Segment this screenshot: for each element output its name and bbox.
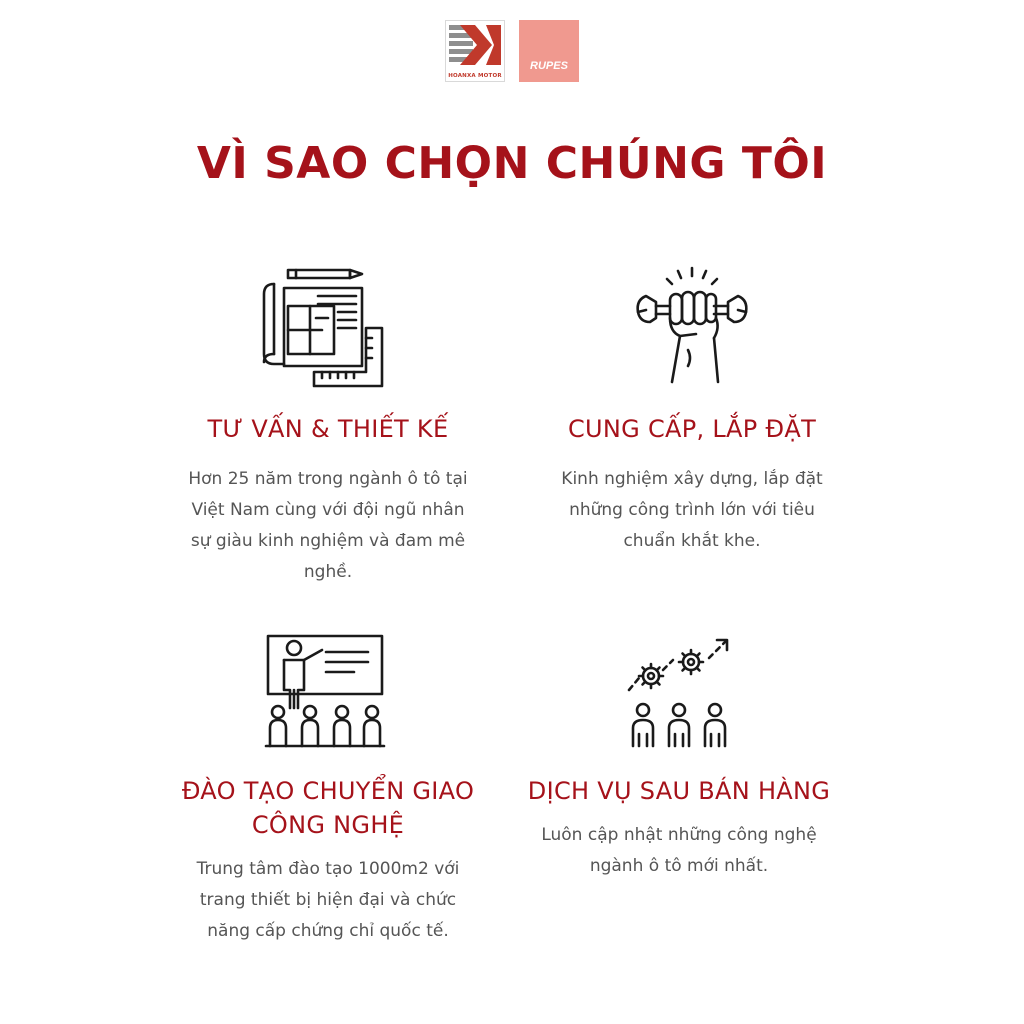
feature-card-installation (502, 262, 882, 557)
desc-line: Luôn cập nhật những công nghệ (541, 825, 817, 845)
feature-heading: DỊCH VỤ SAU BÁN HÀNG (527, 777, 831, 805)
desc-line: sự giàu kinh nghiệm và đam mê (190, 531, 466, 551)
feature-heading (138, 774, 518, 842)
page-title: VÌ SAO CHỌN CHÚNG TÔI (196, 138, 828, 189)
feature-description (138, 854, 518, 947)
hoanxa-logo-mark-icon (446, 21, 504, 71)
training-presentation-icon (258, 628, 398, 756)
feature-card-training (138, 628, 518, 947)
heading-line: CÔNG NGHỆ (251, 811, 405, 839)
hoanxa-motor-logo (445, 20, 505, 82)
desc-line: ngành ô tô mới nhất. (589, 856, 769, 876)
feature-description (502, 464, 882, 557)
team-gears-icon (609, 628, 749, 756)
desc-line: nghề. (303, 562, 353, 582)
desc-line: Trung tâm đào tạo 1000m2 với (196, 859, 460, 879)
desc-line: năng cấp chứng chỉ quốc tế. (207, 921, 449, 941)
blueprint-design-icon (258, 262, 398, 392)
feature-description (489, 820, 869, 882)
rupes-logo-text: RUPES (530, 60, 568, 72)
hoanxa-logo-text: HOANXA MOTOR (448, 73, 502, 79)
feature-heading: TƯ VẤN & THIẾT KẾ (207, 415, 449, 443)
rupes-logo (519, 20, 579, 82)
desc-line: Hơn 25 năm trong ngành ô tô tại (188, 469, 468, 489)
desc-line: chuẩn khắt khe. (623, 531, 761, 551)
feature-card-after-sales (489, 628, 869, 882)
desc-line: những công trình lớn với tiêu (569, 500, 815, 520)
desc-line: Kinh nghiệm xây dựng, lắp đặt (561, 469, 823, 489)
fist-wrench-icon (622, 262, 762, 392)
brand-logos (0, 20, 1024, 82)
feature-card-consulting (138, 262, 518, 588)
feature-description (138, 464, 518, 588)
feature-heading: CUNG CẤP, LẮP ĐẶT (567, 415, 817, 443)
heading-line: ĐÀO TẠO CHUYỂN GIAO (181, 777, 475, 805)
desc-line: Việt Nam cùng với đội ngũ nhân (191, 500, 465, 520)
desc-line: trang thiết bị hiện đại và chức (199, 890, 457, 910)
